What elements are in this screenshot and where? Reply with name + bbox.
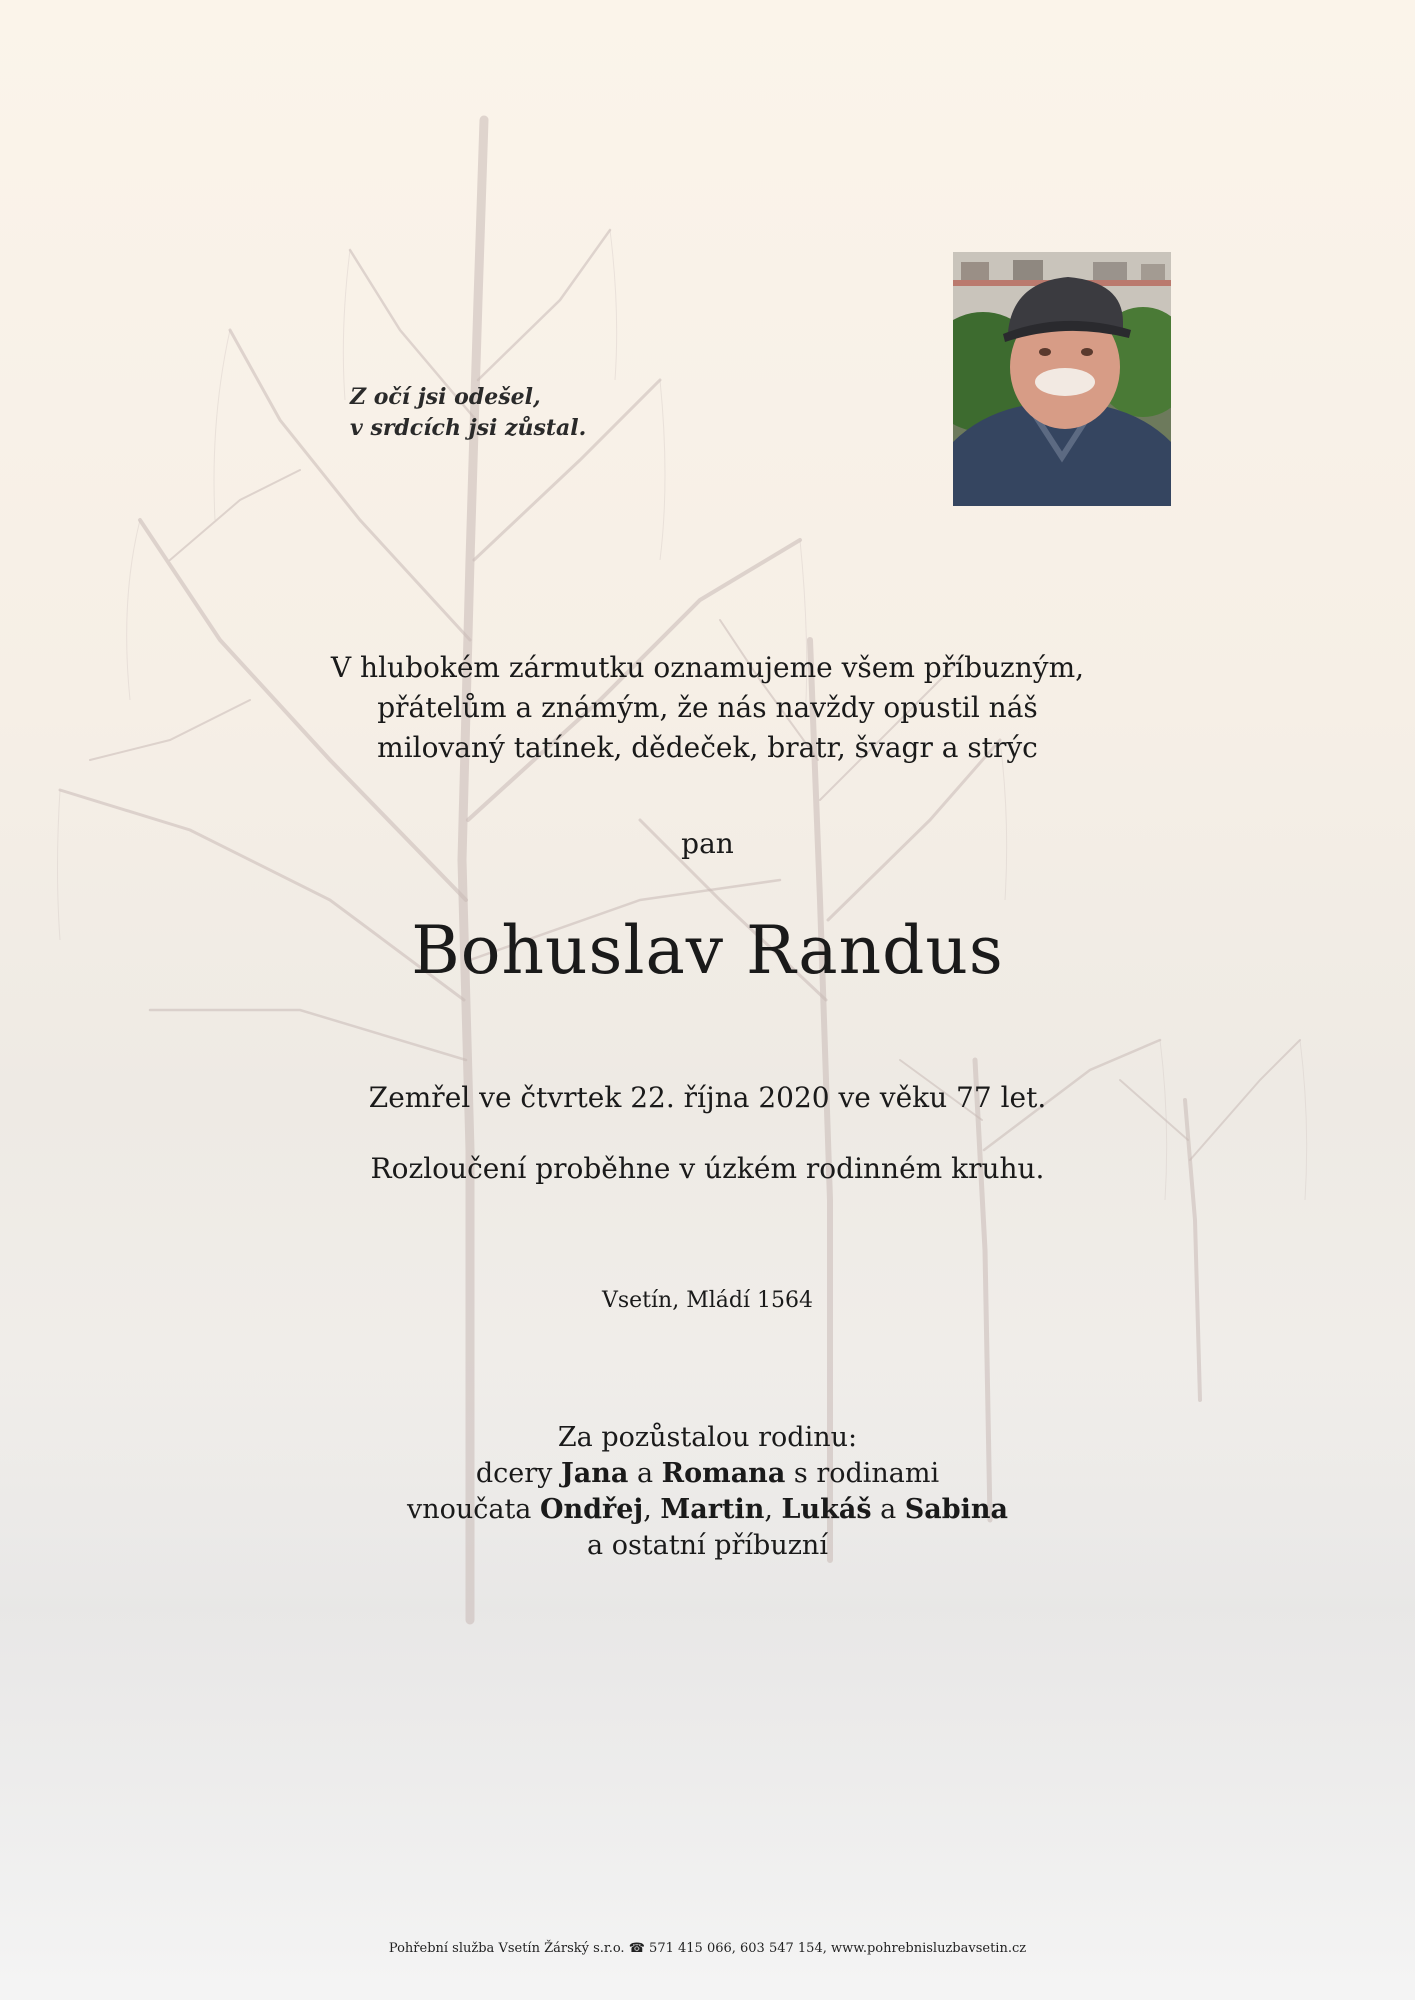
- others-line: a ostatní příbuzní: [587, 1530, 828, 1561]
- daughter-name: Romana: [661, 1458, 786, 1489]
- announcement-line-2: přátelům a známým, že nás navždy opustil náš: [377, 691, 1038, 724]
- daughters-suffix: s rodinami: [785, 1458, 940, 1489]
- conjunction: a: [628, 1458, 662, 1489]
- honorific: pan: [681, 827, 734, 860]
- phone-icon: ☎: [628, 1941, 645, 1956]
- family-heading: Za pozůstalou rodinu:: [557, 1422, 858, 1453]
- daughters-line: [0, 1456, 1415, 1492]
- family-signature: [0, 1420, 1415, 1564]
- farewell-notice: Rozloučení proběhne v úzkém rodinném kruhu.: [370, 1152, 1045, 1185]
- grandchild-name: Martin: [660, 1494, 765, 1525]
- portrait-photo: [953, 252, 1171, 506]
- phone-numbers: 571 415 066, 603 547 154,: [649, 1941, 827, 1956]
- announcement-line-3: milovaný tatínek, dědeček, bratr, švagr a strýc: [377, 731, 1038, 764]
- separator: ,: [764, 1494, 782, 1525]
- grandchildren-line: [0, 1492, 1415, 1528]
- deceased-name: Bohuslav Randus: [411, 912, 1004, 989]
- announcement-line-1: V hlubokém zármutku oznamujeme všem příbuzným,: [330, 651, 1085, 684]
- daughters-prefix: dcery: [475, 1458, 561, 1489]
- epitaph-line-1: Z očí jsi odešel,: [350, 384, 541, 410]
- website-link[interactable]: www.pohrebnisluzbavsetin.cz: [831, 1941, 1027, 1956]
- grandchild-name: Ondřej: [539, 1494, 644, 1525]
- epitaph-line-2: v srdcích jsi zůstal.: [350, 415, 587, 441]
- daughter-name: Jana: [561, 1458, 629, 1489]
- epitaph-quote: [350, 382, 586, 444]
- separator: ,: [643, 1494, 661, 1525]
- grandchildren-prefix: vnoučata: [406, 1494, 540, 1525]
- address: Vsetín, Mládí 1564: [601, 1288, 813, 1313]
- grandchild-name: Lukáš: [781, 1494, 872, 1525]
- funeral-service-footer: [0, 1941, 1415, 1956]
- death-notice: Zemřel ve čtvrtek 22. října 2020 ve věku 77 let.: [368, 1081, 1047, 1114]
- announcement-text: [0, 648, 1415, 768]
- grandchild-name: Sabina: [904, 1494, 1009, 1525]
- company-name: Pohřební služba Vsetín Žárský s.r.o.: [388, 1941, 625, 1956]
- conjunction: a: [871, 1494, 905, 1525]
- portrait-photo-icon: [953, 252, 1171, 506]
